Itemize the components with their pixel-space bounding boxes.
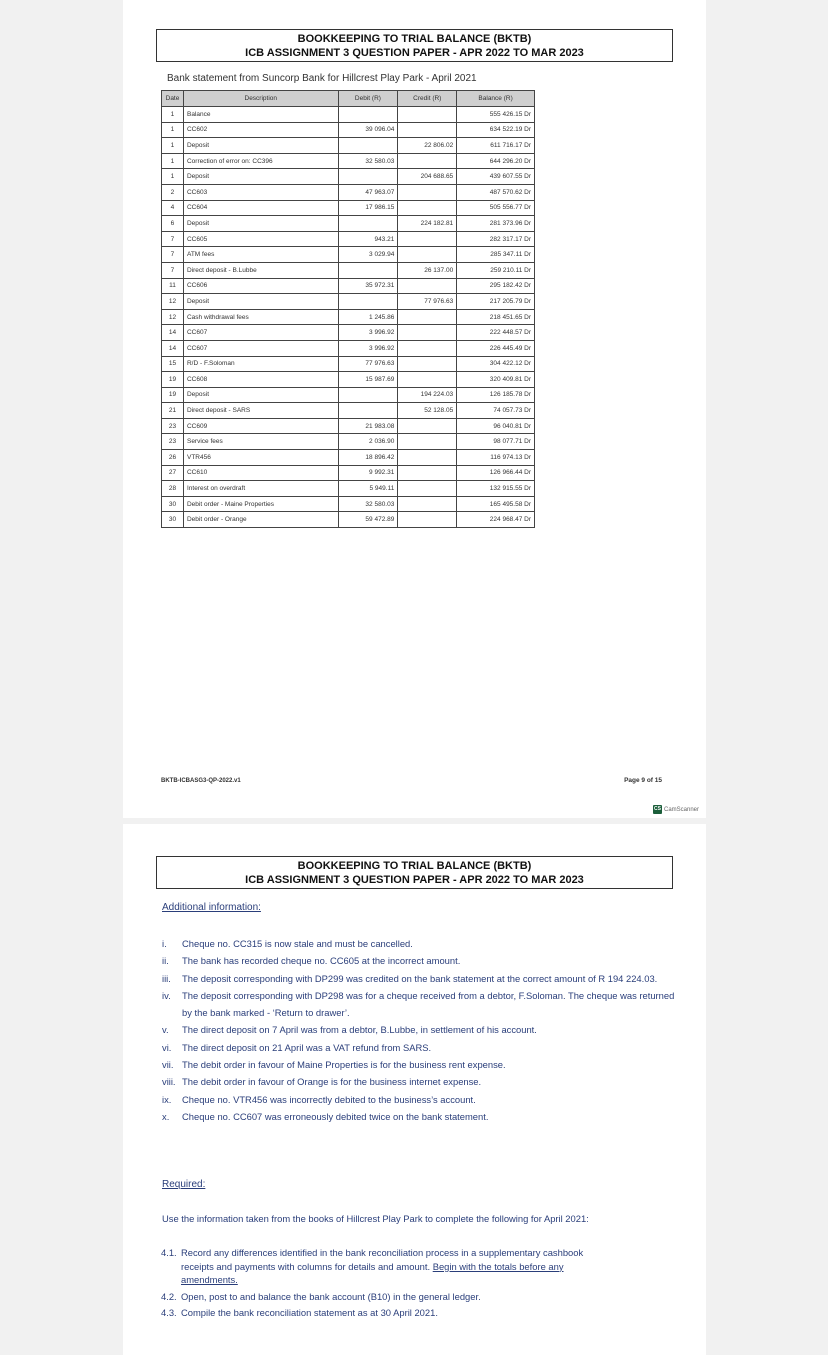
description-cell: Deposit — [183, 138, 338, 154]
description-cell: Debit order - Maine Properties — [183, 496, 338, 512]
table-row — [162, 278, 535, 294]
date-cell: 6 — [162, 216, 184, 232]
table-row — [162, 387, 535, 403]
table-row — [162, 169, 535, 185]
requirement-number: 4.3. — [161, 1307, 177, 1318]
description-cell: CC606 — [183, 278, 338, 294]
list-item — [162, 1039, 682, 1056]
list-item-number: ii. — [162, 955, 169, 967]
camscanner-label: CamScanner — [663, 806, 699, 813]
description-cell: Deposit — [183, 294, 338, 310]
page-title-line-2: ICB ASSIGNMENT 3 QUESTION PAPER - APR 2022 TO MAR 2023 — [245, 874, 584, 886]
balance-cell: 126 185.78 Dr — [457, 387, 535, 403]
list-item-number: v. — [162, 1024, 169, 1036]
credit-cell — [398, 418, 457, 434]
credit-cell — [398, 496, 457, 512]
date-cell: 7 — [162, 262, 184, 278]
list-item-number: iv. — [162, 989, 171, 1001]
description-cell: Balance — [183, 107, 338, 123]
instructions-text: Use the information taken from the books of Hillcrest Play Park to complete the following for April 2021: — [162, 1213, 589, 1224]
balance-cell: 611 716.17 Dr — [457, 138, 535, 154]
description-cell: CC609 — [183, 418, 338, 434]
table-row — [162, 512, 535, 528]
date-cell: 27 — [162, 465, 184, 481]
list-item — [162, 987, 682, 1022]
credit-cell: 204 688.65 — [398, 169, 457, 185]
footer-document-code: BKTB-ICBASG3-QP-2022.v1 — [161, 778, 241, 784]
date-cell: 14 — [162, 325, 184, 341]
list-item-text: The direct deposit on 7 April was from a debtor, B.Lubbe, in settlement of his account. — [182, 1024, 537, 1036]
debit-cell: 47 963.07 — [338, 184, 398, 200]
debit-cell: 3 996.92 — [338, 325, 398, 341]
balance-cell: 439 607.55 Dr — [457, 169, 535, 185]
requirements-list — [161, 1246, 601, 1323]
credit-cell — [398, 200, 457, 216]
bank-statement-caption: Bank statement from Suncorp Bank for Hillcrest Play Park - April 2021 — [167, 73, 477, 84]
table-row — [162, 262, 535, 278]
required-heading: Required: — [162, 1179, 206, 1190]
balance-cell: 116 974.13 Dr — [457, 450, 535, 466]
list-item — [162, 970, 682, 987]
debit-cell: 9 992.31 — [338, 465, 398, 481]
balance-cell: 320 409.81 Dr — [457, 372, 535, 388]
debit-cell — [338, 107, 398, 123]
column-header-balance: Balance (R) — [457, 91, 535, 107]
credit-cell — [398, 247, 457, 263]
credit-cell — [398, 107, 457, 123]
credit-cell: 194 224.03 — [398, 387, 457, 403]
balance-cell: 644 296.20 Dr — [457, 153, 535, 169]
credit-cell — [398, 184, 457, 200]
table-row — [162, 325, 535, 341]
debit-cell: 1 245.86 — [338, 309, 398, 325]
date-cell: 7 — [162, 247, 184, 263]
camscanner-watermark — [653, 805, 699, 814]
page-title-box — [156, 29, 673, 62]
description-cell: Direct deposit - SARS — [183, 403, 338, 419]
additional-info-list — [162, 935, 682, 1125]
table-row — [162, 122, 535, 138]
description-cell: Debit order - Orange — [183, 512, 338, 528]
credit-cell — [398, 356, 457, 372]
column-header-debit: Debit (R) — [338, 91, 398, 107]
table-row — [162, 465, 535, 481]
list-item-number: x. — [162, 1110, 170, 1122]
debit-cell: 77 976.63 — [338, 356, 398, 372]
description-cell: ATM fees — [183, 247, 338, 263]
debit-cell: 943.21 — [338, 231, 398, 247]
credit-cell: 224 182.81 — [398, 216, 457, 232]
credit-cell — [398, 465, 457, 481]
description-cell: Cash withdrawal fees — [183, 309, 338, 325]
balance-cell: 222 448.57 Dr — [457, 325, 535, 341]
debit-cell: 2 036.90 — [338, 434, 398, 450]
date-cell: 19 — [162, 372, 184, 388]
date-cell: 30 — [162, 512, 184, 528]
balance-cell: 259 210.11 Dr — [457, 262, 535, 278]
list-item-text: The debit order in favour of Maine Properties is for the business rent expense. — [182, 1059, 506, 1071]
debit-cell — [338, 387, 398, 403]
column-header-credit: Credit (R) — [398, 91, 457, 107]
table-row — [162, 309, 535, 325]
table-row — [162, 231, 535, 247]
bank-statement-table — [161, 90, 535, 528]
table-row — [162, 403, 535, 419]
date-cell: 30 — [162, 496, 184, 512]
credit-cell — [398, 278, 457, 294]
debit-cell: 18 896.42 — [338, 450, 398, 466]
table-row — [162, 216, 535, 232]
date-cell: 12 — [162, 309, 184, 325]
date-cell: 1 — [162, 122, 184, 138]
debit-cell: 3 996.92 — [338, 340, 398, 356]
table-row — [162, 434, 535, 450]
requirement-item — [161, 1246, 601, 1287]
table-row — [162, 294, 535, 310]
list-item-number: iii. — [162, 972, 171, 984]
balance-cell: 98 077.71 Dr — [457, 434, 535, 450]
balance-cell: 295 182.42 Dr — [457, 278, 535, 294]
description-cell: Service fees — [183, 434, 338, 450]
table-body — [162, 107, 535, 528]
list-item-text: The deposit corresponding with DP299 was credited on the bank statement at the correct amount of R 194 224.03. — [182, 972, 658, 984]
table-row — [162, 481, 535, 497]
date-cell: 19 — [162, 387, 184, 403]
page-title-box — [156, 856, 673, 889]
debit-cell — [338, 138, 398, 154]
description-cell: CC610 — [183, 465, 338, 481]
page-title-line-1: BOOKKEEPING TO TRIAL BALANCE (BKTB) — [297, 33, 532, 45]
credit-cell: 26 137.00 — [398, 262, 457, 278]
balance-cell: 487 570.62 Dr — [457, 184, 535, 200]
description-cell: Deposit — [183, 169, 338, 185]
table-row — [162, 372, 535, 388]
date-cell: 7 — [162, 231, 184, 247]
table-row — [162, 153, 535, 169]
balance-cell: 74 057.73 Dr — [457, 403, 535, 419]
list-item — [162, 1073, 682, 1090]
description-cell: Interest on overdraft — [183, 481, 338, 497]
page-title-line-2: ICB ASSIGNMENT 3 QUESTION PAPER - APR 2022 TO MAR 2023 — [245, 47, 584, 59]
list-item — [162, 1021, 682, 1038]
table-row — [162, 200, 535, 216]
date-cell: 4 — [162, 200, 184, 216]
description-cell: Deposit — [183, 387, 338, 403]
page-title-line-1: BOOKKEEPING TO TRIAL BALANCE (BKTB) — [297, 860, 532, 872]
date-cell: 14 — [162, 340, 184, 356]
date-cell: 21 — [162, 403, 184, 419]
list-item — [162, 935, 682, 952]
debit-cell — [338, 403, 398, 419]
debit-cell — [338, 169, 398, 185]
description-cell: CC608 — [183, 372, 338, 388]
date-cell: 1 — [162, 169, 184, 185]
requirement-item — [161, 1290, 601, 1304]
table-row — [162, 138, 535, 154]
debit-cell: 39 096.04 — [338, 122, 398, 138]
requirement-number: 4.2. — [161, 1290, 177, 1302]
debit-cell — [338, 216, 398, 232]
table-row — [162, 184, 535, 200]
balance-cell: 226 445.49 Dr — [457, 340, 535, 356]
date-cell: 1 — [162, 138, 184, 154]
list-item-text: Cheque no. VTR456 was incorrectly debited to the business’s account. — [182, 1093, 476, 1105]
list-item-number: viii. — [162, 1076, 176, 1088]
description-cell: CC607 — [183, 340, 338, 356]
list-item — [162, 1091, 682, 1108]
table-row — [162, 356, 535, 372]
balance-cell: 304 422.12 Dr — [457, 356, 535, 372]
table-row — [162, 450, 535, 466]
table-row — [162, 418, 535, 434]
table-row — [162, 496, 535, 512]
requirement-number: 4.1. — [161, 1247, 177, 1258]
date-cell: 1 — [162, 107, 184, 123]
credit-cell — [398, 481, 457, 497]
requirement-text: Compile the bank reconciliation statement as at 30 April 2021. — [181, 1307, 438, 1318]
list-item-text: The bank has recorded cheque no. CC605 at the incorrect amount. — [182, 955, 461, 967]
balance-cell: 96 040.81 Dr — [457, 418, 535, 434]
list-item-number: vi. — [162, 1041, 172, 1053]
date-cell: 23 — [162, 434, 184, 450]
description-cell: CC607 — [183, 325, 338, 341]
list-item-number: vii. — [162, 1059, 174, 1071]
list-item-text: Cheque no. CC607 was erroneously debited twice on the bank statement. — [182, 1110, 489, 1122]
table-header-row — [162, 91, 535, 107]
debit-cell — [338, 262, 398, 278]
debit-cell — [338, 294, 398, 310]
debit-cell: 35 972.31 — [338, 278, 398, 294]
list-item — [162, 1056, 682, 1073]
credit-cell — [398, 122, 457, 138]
requirement-item — [161, 1306, 601, 1320]
table-row — [162, 247, 535, 263]
description-cell: VTR456 — [183, 450, 338, 466]
balance-cell: 217 205.79 Dr — [457, 294, 535, 310]
credit-cell — [398, 153, 457, 169]
list-item-number: ix. — [162, 1093, 172, 1105]
description-cell: Deposit — [183, 216, 338, 232]
date-cell: 23 — [162, 418, 184, 434]
credit-cell: 22 806.02 — [398, 138, 457, 154]
requirement-text: Open, post to and balance the bank account (B10) in the general ledger. — [181, 1290, 481, 1302]
date-cell: 1 — [162, 153, 184, 169]
date-cell: 2 — [162, 184, 184, 200]
balance-cell: 126 966.44 Dr — [457, 465, 535, 481]
debit-cell: 59 472.89 — [338, 512, 398, 528]
debit-cell: 32 580.03 — [338, 153, 398, 169]
list-item-number: i. — [162, 938, 167, 949]
footer-page-number: Page 9 of 15 — [624, 777, 662, 784]
balance-cell: 555 426.15 Dr — [457, 107, 535, 123]
list-item-text: The debit order in favour of Orange is for the business internet expense. — [182, 1076, 482, 1088]
balance-cell: 285 347.11 Dr — [457, 247, 535, 263]
date-cell: 26 — [162, 450, 184, 466]
balance-cell: 132 915.55 Dr — [457, 481, 535, 497]
debit-cell: 17 986.15 — [338, 200, 398, 216]
balance-cell: 282 317.17 Dr — [457, 231, 535, 247]
column-header-date: Date — [162, 91, 184, 107]
credit-cell: 77 976.63 — [398, 294, 457, 310]
column-header-description: Description — [183, 91, 338, 107]
credit-cell — [398, 231, 457, 247]
date-cell: 12 — [162, 294, 184, 310]
list-item — [162, 952, 682, 969]
debit-cell: 32 580.03 — [338, 496, 398, 512]
description-cell: CC604 — [183, 200, 338, 216]
balance-cell: 281 373.96 Dr — [457, 216, 535, 232]
credit-cell — [398, 450, 457, 466]
debit-cell: 15 987.69 — [338, 372, 398, 388]
debit-cell: 5 949.11 — [338, 481, 398, 497]
requirement-emphasis: Begin with the totals before any amendments. — [181, 1260, 564, 1285]
date-cell: 28 — [162, 481, 184, 497]
list-item — [162, 1108, 682, 1125]
description-cell: CC602 — [183, 122, 338, 138]
balance-cell: 165 495.58 Dr — [457, 496, 535, 512]
date-cell: 11 — [162, 278, 184, 294]
credit-cell — [398, 325, 457, 341]
balance-cell: 224 968.47 Dr — [457, 512, 535, 528]
table-row — [162, 107, 535, 123]
document-page-9 — [123, 0, 706, 818]
debit-cell: 3 029.94 — [338, 247, 398, 263]
credit-cell — [398, 340, 457, 356]
date-cell: 15 — [162, 356, 184, 372]
credit-cell — [398, 434, 457, 450]
balance-cell: 634 522.19 Dr — [457, 122, 535, 138]
list-item-text: The direct deposit on 21 April was a VAT refund from SARS. — [182, 1041, 432, 1053]
description-cell: Direct deposit - B.Lubbe — [183, 262, 338, 278]
description-cell: Correction of error on: CC396 — [183, 153, 338, 169]
credit-cell — [398, 372, 457, 388]
list-item-text: Cheque no. CC315 is now stale and must be cancelled. — [182, 938, 413, 949]
description-cell: R/D - F.Soloman — [183, 356, 338, 372]
credit-cell: 52 128.05 — [398, 403, 457, 419]
description-cell: CC605 — [183, 231, 338, 247]
balance-cell: 505 556.77 Dr — [457, 200, 535, 216]
camscanner-logo-icon: CS — [654, 806, 661, 812]
credit-cell — [398, 309, 457, 325]
requirement-text: Record any differences identified in the bank reconciliation process in a supplementary cashbook receipts and payments with columns for details and amount. — [181, 1247, 584, 1272]
description-cell: CC603 — [183, 184, 338, 200]
table-row — [162, 340, 535, 356]
debit-cell: 21 983.08 — [338, 418, 398, 434]
balance-cell: 218 451.65 Dr — [457, 309, 535, 325]
additional-info-heading: Additional information: — [162, 902, 261, 913]
document-page-10 — [123, 824, 706, 1355]
list-item-text: The deposit corresponding with DP298 was for a cheque received from a debtor, F.Soloman. The cheque was returned by the bank marked - ‘Return to drawer’. — [182, 989, 675, 1019]
credit-cell — [398, 512, 457, 528]
